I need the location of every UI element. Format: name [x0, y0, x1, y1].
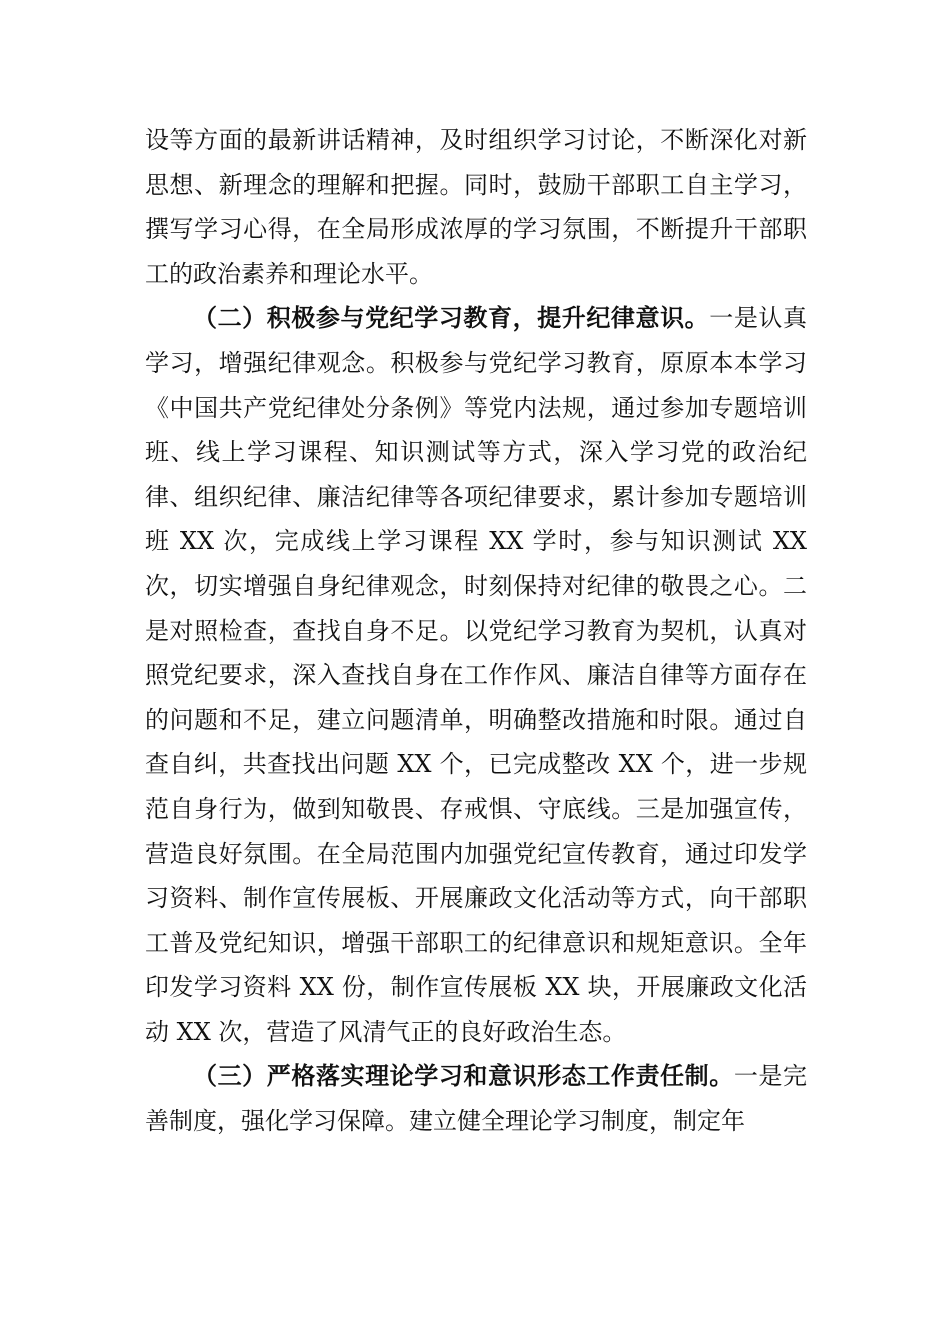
- section-heading-2: （二）积极参与党纪学习教育，提升纪律意识。: [193, 303, 710, 333]
- document-body: [145, 118, 807, 1144]
- paragraph-2-body: 一是认真学习，增强纪律观念。积极参与党纪学习教育，原原本本学习《中国共产党纪律处分条例》等党内法规，通过参加专题培训班、线上学习课程、知识测试等方式，深入学习党的政治纪律、组织纪律、廉洁纪律等各项纪律要求，累计参加专题培训班 XX 次，完成线上学习课程 XX 学时，参与知识测试 XX 次，切实增强自身纪律观念，时刻保持对纪律的敬畏之心。二是对照检查，查找自身不足。以党纪学习教育为契机，认真对照党纪要求，深入查找自身在工作作风、廉洁自律等方面存在的问题和不足，建立问题清单，明确整改措施和时限。通过自查自纠，共查找出问题 XX 个，已完成整改 XX 个，进一步规范自身行为，做到知敬畏、存戒惧、守底线。三是加强宣传，营造良好氛围。在全局范围内加强党纪宣传教育，通过印发学习资料、制作宣传展板、开展廉政文化活动等方式，向干部职工普及党纪知识，增强干部职工的纪律意识和规矩意识。全年印发学习资料 XX 份，制作宣传展板 XX 块，开展廉政文化活动 XX 次，营造了风清气正的良好政治生态。: [145, 304, 807, 1046]
- paragraph-1: [145, 118, 807, 296]
- paragraph-3: [145, 1054, 807, 1143]
- paragraph-1-body: 设等方面的最新讲话精神，及时组织学习讨论，不断深化对新思想、新理念的理解和把握。同时，鼓励干部职工自主学习，撰写学习心得，在全局形成浓厚的学习氛围，不断提升干部职工的政治素养和理论水平。: [145, 126, 807, 288]
- paragraph-2: [145, 296, 807, 1054]
- section-heading-3: （三）严格落实理论学习和意识形态工作责任制。: [193, 1061, 734, 1091]
- paragraph-3-body: 一是完善制度，强化学习保障。建立健全理论学习制度，制定年: [145, 1062, 808, 1136]
